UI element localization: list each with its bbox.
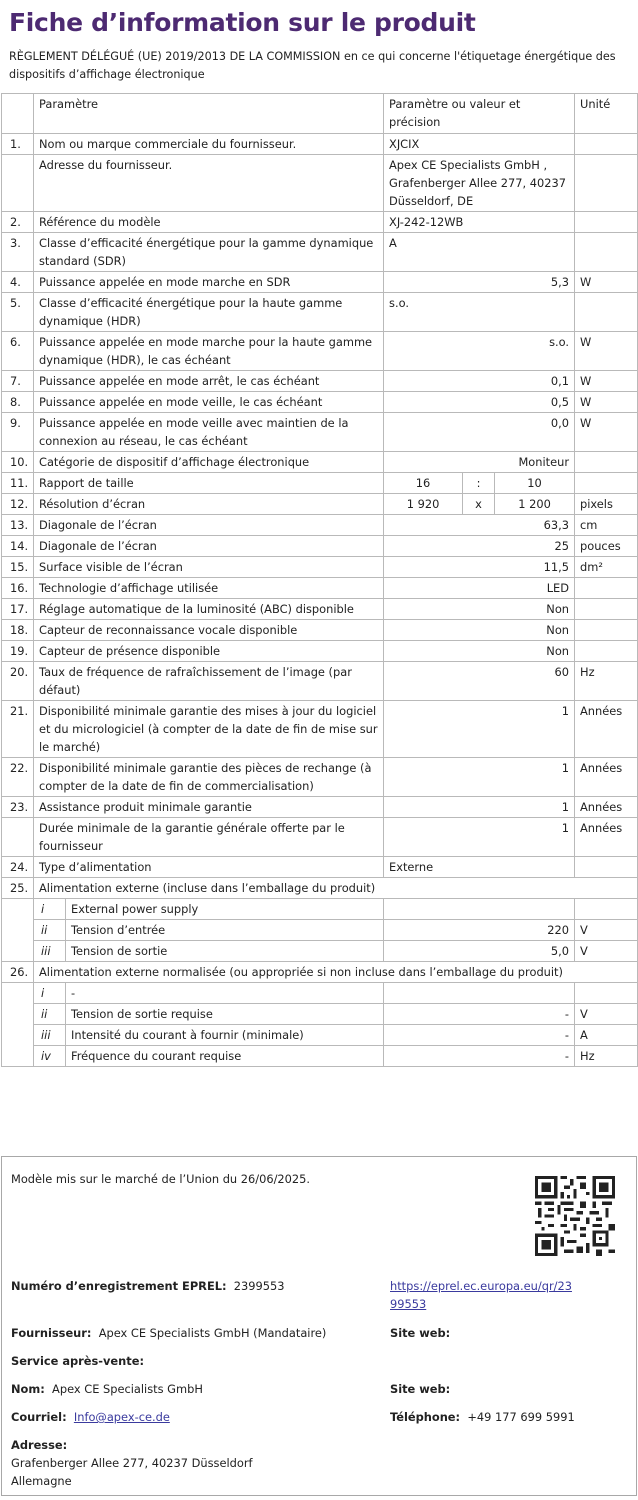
- row-label: Technologie d’affichage utilisée: [34, 578, 384, 599]
- table-row: [2, 212, 638, 233]
- row-value: 1: [384, 701, 575, 758]
- row-value: 60: [384, 662, 575, 701]
- table-row: [2, 662, 638, 701]
- header-unit: Unité: [575, 94, 638, 134]
- qr-code-icon[interactable]: [535, 1176, 615, 1256]
- row-number: 26.: [2, 962, 34, 983]
- ratio-height: 10: [495, 473, 575, 494]
- row-value: A: [384, 233, 575, 272]
- row-number: 21.: [2, 701, 34, 758]
- row-unit: Hz: [575, 1046, 638, 1067]
- row-value: 0,0: [384, 413, 575, 452]
- row-label: Disponibilité minimale garantie des pièces de rechange (à compter de la date de fin de commercialisation): [34, 758, 384, 797]
- table-row: [2, 620, 638, 641]
- row-value: Non: [384, 599, 575, 620]
- table-subrow: [2, 941, 638, 962]
- row-label: Rapport de taille: [34, 473, 384, 494]
- row-unit: [575, 452, 638, 473]
- row-label: Intensité du courant à fournir (minimale): [66, 1025, 384, 1046]
- row-label: Classe d’efficacité énergétique pour la haute gamme dynamique (HDR): [34, 293, 384, 332]
- table-subrow: [2, 1046, 638, 1067]
- table-row: [2, 134, 638, 155]
- spec-table: [1, 93, 638, 1067]
- row-label: Disponibilité minimale garantie des mises à jour du logiciel et du micrologiciel (à compter de la date de fin de mise sur le marché): [34, 701, 384, 758]
- row-value: 5,3: [384, 272, 575, 293]
- row-number: [2, 155, 34, 212]
- row-value: 11,5: [384, 557, 575, 578]
- row-unit: pixels: [575, 494, 638, 515]
- address-line: Grafenberger Allee 277, 40237 Düsseldorf: [11, 1456, 253, 1470]
- ratio-width: 16: [384, 473, 463, 494]
- row-number: 25.: [2, 878, 34, 899]
- row-value: -: [384, 1004, 575, 1025]
- table-row: [2, 332, 638, 371]
- eprel-label: Numéro d’enregistrement EPREL:: [11, 1279, 227, 1293]
- row-unit: A: [575, 1025, 638, 1046]
- row-label: Puissance appelée en mode marche en SDR: [34, 272, 384, 293]
- row-unit: [575, 578, 638, 599]
- email-link[interactable]: Info@apex-ce.de: [73, 1410, 170, 1424]
- address-line: Allemagne: [11, 1474, 72, 1488]
- row-unit: [575, 599, 638, 620]
- name-value: Apex CE Specialists GmbH: [52, 1382, 203, 1396]
- row-value: LED: [384, 578, 575, 599]
- row-label: Type d’alimentation: [34, 857, 384, 878]
- table-row: [2, 473, 638, 494]
- row-value: 1: [384, 797, 575, 818]
- row-label: Alimentation externe normalisée (ou appropriée si non incluse dans l’emballage du produit): [34, 962, 638, 983]
- row-unit: W: [575, 371, 638, 392]
- phone-row: [390, 1408, 575, 1426]
- table-row: [2, 857, 638, 878]
- row-label: Résolution d’écran: [34, 494, 384, 515]
- row-label: Alimentation externe (incluse dans l’emballage du produit): [34, 878, 638, 899]
- row-value: -: [384, 1025, 575, 1046]
- row-unit: Années: [575, 797, 638, 818]
- ratio-separator: :: [463, 473, 495, 494]
- row-label: Catégorie de dispositif d’affichage électronique: [34, 452, 384, 473]
- row-value: 1: [384, 818, 575, 857]
- supplier-row: [11, 1324, 326, 1342]
- subrow-index: i: [34, 899, 66, 920]
- resolution-width: 1 920: [384, 494, 463, 515]
- row-label: Réglage automatique de la luminosité (ABC) disponible: [34, 599, 384, 620]
- row-value: 0,5: [384, 392, 575, 413]
- row-unit: [575, 212, 638, 233]
- row-value: s.o.: [384, 293, 575, 332]
- table-row: [2, 818, 638, 857]
- row-value: XJCIX: [384, 134, 575, 155]
- table-row: [2, 758, 638, 797]
- table-row: [2, 155, 638, 212]
- row-value: 1: [384, 758, 575, 797]
- table-row: [2, 233, 638, 272]
- row-number: 9.: [2, 413, 34, 452]
- row-label: Assistance produit minimale garantie: [34, 797, 384, 818]
- supplier-label: Fournisseur:: [11, 1326, 92, 1340]
- row-label: Surface visible de l’écran: [34, 557, 384, 578]
- row-value: [384, 983, 575, 1004]
- row-unit: [575, 155, 638, 212]
- row-number: 3.: [2, 233, 34, 272]
- service-name-row: [11, 1380, 203, 1398]
- row-unit: V: [575, 941, 638, 962]
- row-unit: [575, 233, 638, 272]
- row-unit: V: [575, 920, 638, 941]
- row-label: Adresse du fournisseur.: [34, 155, 384, 212]
- table-row: [2, 494, 638, 515]
- row-label: Puissance appelée en mode marche pour la haute gamme dynamique (HDR), le cas échéant: [34, 332, 384, 371]
- row-number: 7.: [2, 371, 34, 392]
- row-unit: [575, 293, 638, 332]
- row-label: Tension de sortie requise: [66, 1004, 384, 1025]
- row-number: 1.: [2, 134, 34, 155]
- row-unit: [575, 620, 638, 641]
- table-row: [2, 962, 638, 983]
- row-label: Fréquence du courant requise: [66, 1046, 384, 1067]
- row-value: [384, 899, 575, 920]
- header-num: [2, 94, 34, 134]
- row-number: 10.: [2, 452, 34, 473]
- row-value: Apex CE Specialists GmbH , Grafenberger Allee 277, 40237 Düsseldorf, DE: [384, 155, 575, 212]
- email-label: Courriel:: [11, 1410, 67, 1424]
- row-unit: W: [575, 392, 638, 413]
- table-row: [2, 392, 638, 413]
- row-number: 4.: [2, 272, 34, 293]
- website-label: Site web:: [390, 1326, 451, 1340]
- phone-label: Téléphone:: [390, 1410, 461, 1424]
- row-value: Externe: [384, 857, 575, 878]
- row-number: 8.: [2, 392, 34, 413]
- subrow-index: i: [34, 983, 66, 1004]
- row-number: 11.: [2, 473, 34, 494]
- table-subrow: [2, 920, 638, 941]
- row-label: Diagonale de l’écran: [34, 536, 384, 557]
- table-row: [2, 293, 638, 332]
- table-row: [2, 371, 638, 392]
- table-subrow: [2, 899, 638, 920]
- row-number: 13.: [2, 515, 34, 536]
- eprel-link[interactable]: https://eprel.ec.europa.eu/qr/23: [390, 1279, 572, 1293]
- row-value: Moniteur: [384, 452, 575, 473]
- row-unit: Années: [575, 758, 638, 797]
- table-row: [2, 797, 638, 818]
- row-unit: [575, 134, 638, 155]
- row-label: External power supply: [66, 899, 384, 920]
- row-number: 16.: [2, 578, 34, 599]
- supplier-info-box: [1, 1156, 637, 1496]
- row-unit: W: [575, 332, 638, 371]
- row-label: Diagonale de l’écran: [34, 515, 384, 536]
- page-title: Fiche d’information sur le produit: [9, 8, 476, 37]
- row-number: 24.: [2, 857, 34, 878]
- row-unit: cm: [575, 515, 638, 536]
- table-row: [2, 701, 638, 758]
- row-unit: W: [575, 413, 638, 452]
- table-row: [2, 272, 638, 293]
- row-value: 0,1: [384, 371, 575, 392]
- row-unit: [575, 899, 638, 920]
- header-value: Paramètre ou valeur et précision: [384, 94, 575, 134]
- row-unit: Hz: [575, 662, 638, 701]
- phone-value: +49 177 699 5991: [467, 1410, 575, 1424]
- table-subrow: [2, 983, 638, 1004]
- row-unit: W: [575, 272, 638, 293]
- table-row: [2, 536, 638, 557]
- row-number: 14.: [2, 536, 34, 557]
- row-unit: Années: [575, 701, 638, 758]
- website-label: Site web:: [390, 1382, 451, 1396]
- row-number: 19.: [2, 641, 34, 662]
- row-label: Nom ou marque commerciale du fournisseur.: [34, 134, 384, 155]
- table-row: [2, 578, 638, 599]
- table-header-row: [2, 94, 638, 134]
- row-value: 220: [384, 920, 575, 941]
- row-label: Puissance appelée en mode veille, le cas échéant: [34, 392, 384, 413]
- eprel-number: 2399553: [233, 1279, 285, 1293]
- row-label: Tension d’entrée: [66, 920, 384, 941]
- row-unit: [575, 857, 638, 878]
- row-value: -: [384, 1046, 575, 1067]
- row-value: s.o.: [384, 332, 575, 371]
- row-label: Classe d’efficacité énergétique pour la gamme dynamique standard (SDR): [34, 233, 384, 272]
- address-block: [11, 1436, 253, 1490]
- row-label: Durée minimale de la garantie générale offerte par le fournisseur: [34, 818, 384, 857]
- table-row: [2, 878, 638, 899]
- table-subrow: [2, 1004, 638, 1025]
- row-value: 25: [384, 536, 575, 557]
- service-label: Service après-vente:: [11, 1354, 144, 1368]
- row-value: 63,3: [384, 515, 575, 536]
- resolution-height: 1 200: [495, 494, 575, 515]
- supplier-value: Apex CE Specialists GmbH (Mandataire): [98, 1326, 327, 1340]
- row-number: 20.: [2, 662, 34, 701]
- table-row: [2, 599, 638, 620]
- table-row: [2, 515, 638, 536]
- row-number: 18.: [2, 620, 34, 641]
- table-row: [2, 413, 638, 452]
- row-number: [2, 818, 34, 857]
- row-unit: [575, 473, 638, 494]
- table-subrow: [2, 1025, 638, 1046]
- row-unit: dm²: [575, 557, 638, 578]
- eprel-row: [11, 1277, 285, 1295]
- eprel-link-block[interactable]: [390, 1277, 572, 1313]
- table-row: [2, 557, 638, 578]
- subrow-index: iv: [34, 1046, 66, 1067]
- email-row: [11, 1408, 170, 1426]
- row-unit: V: [575, 1004, 638, 1025]
- row-number: 6.: [2, 332, 34, 371]
- row-value: Non: [384, 620, 575, 641]
- row-label: Tension de sortie: [66, 941, 384, 962]
- market-date-text: Modèle mis sur le marché de l’Union du 26/06/2025.: [11, 1172, 311, 1186]
- row-label: Capteur de reconnaissance vocale disponible: [34, 620, 384, 641]
- row-value: Non: [384, 641, 575, 662]
- row-number: [2, 983, 34, 1067]
- row-value: 5,0: [384, 941, 575, 962]
- resolution-separator: x: [463, 494, 495, 515]
- subrow-index: iii: [34, 1025, 66, 1046]
- regulation-intro: RÈGLEMENT DÉLÉGUÉ (UE) 2019/2013 DE LA COMMISSION en ce qui concerne l'étiquetage énergétique des dispositifs d’affichage électronique: [9, 50, 616, 81]
- address-label: Adresse:: [11, 1438, 68, 1452]
- row-number: 23.: [2, 797, 34, 818]
- row-number: 17.: [2, 599, 34, 620]
- row-value: XJ-242-12WB: [384, 212, 575, 233]
- subrow-index: ii: [34, 920, 66, 941]
- row-label: Capteur de présence disponible: [34, 641, 384, 662]
- name-label: Nom:: [11, 1382, 45, 1396]
- row-label: Puissance appelée en mode arrêt, le cas échéant: [34, 371, 384, 392]
- header-param: Paramètre: [34, 94, 384, 134]
- table-row: [2, 452, 638, 473]
- eprel-link-continued[interactable]: 99553: [390, 1297, 427, 1311]
- table-row: [2, 641, 638, 662]
- row-number: [2, 899, 34, 962]
- subrow-index: iii: [34, 941, 66, 962]
- row-number: 22.: [2, 758, 34, 797]
- row-number: 12.: [2, 494, 34, 515]
- row-unit: pouces: [575, 536, 638, 557]
- row-number: 15.: [2, 557, 34, 578]
- row-label: Puissance appelée en mode veille avec maintien de la connexion au réseau, le cas échéant: [34, 413, 384, 452]
- row-unit: Années: [575, 818, 638, 857]
- row-label: Référence du modèle: [34, 212, 384, 233]
- subrow-index: ii: [34, 1004, 66, 1025]
- row-label: Taux de fréquence de rafraîchissement de l’image (par défaut): [34, 662, 384, 701]
- row-number: 2.: [2, 212, 34, 233]
- row-label: -: [66, 983, 384, 1004]
- row-unit: [575, 641, 638, 662]
- row-number: 5.: [2, 293, 34, 332]
- row-unit: [575, 983, 638, 1004]
